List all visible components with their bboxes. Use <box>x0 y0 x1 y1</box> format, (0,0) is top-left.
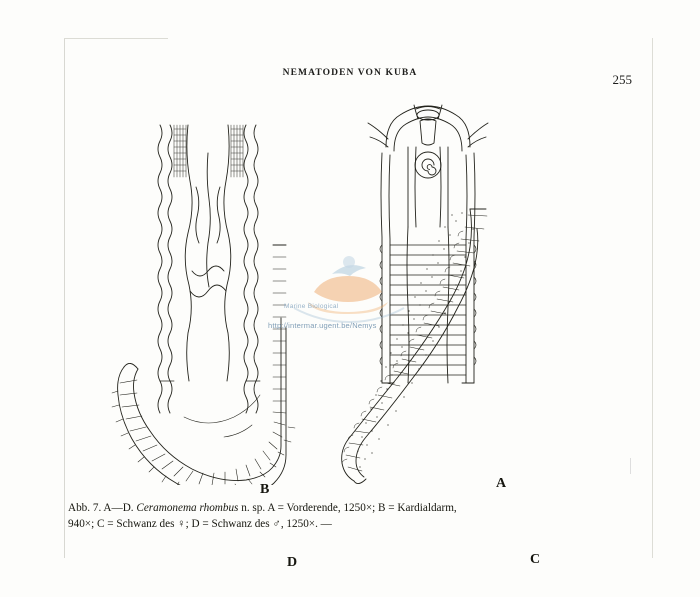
figure-label-d: D <box>287 555 298 570</box>
running-head: NEMATODEN VON KUBA <box>282 68 418 78</box>
figure-caption <box>68 500 588 532</box>
watermark-title: Marine Biological <box>284 303 339 310</box>
caption-species-name: Ceramonema rhombus <box>136 502 239 514</box>
figure-label-c: C <box>530 552 541 567</box>
figure-label-b: B <box>260 482 270 497</box>
page-border-top <box>64 38 168 39</box>
page-number: 255 <box>612 72 632 87</box>
figure-label-a: A <box>496 476 507 491</box>
nematode-line-drawings <box>64 95 654 485</box>
caption-suffix: n. sp. A = Vorderende, 1250×; B = Kardialdarm, <box>238 502 457 514</box>
figure-b-drawing <box>158 125 260 413</box>
figure-d-drawing <box>112 245 295 485</box>
watermark-url: http://intermar.ugent.be/Nemys <box>268 321 377 330</box>
figure-c-drawing <box>342 209 487 484</box>
caption-line-2: 940×; C = Schwanz des ♀; D = Schwanz des ♂, 1250×. — <box>68 518 332 530</box>
caption-prefix: Abb. 7. A—D. <box>68 502 137 514</box>
